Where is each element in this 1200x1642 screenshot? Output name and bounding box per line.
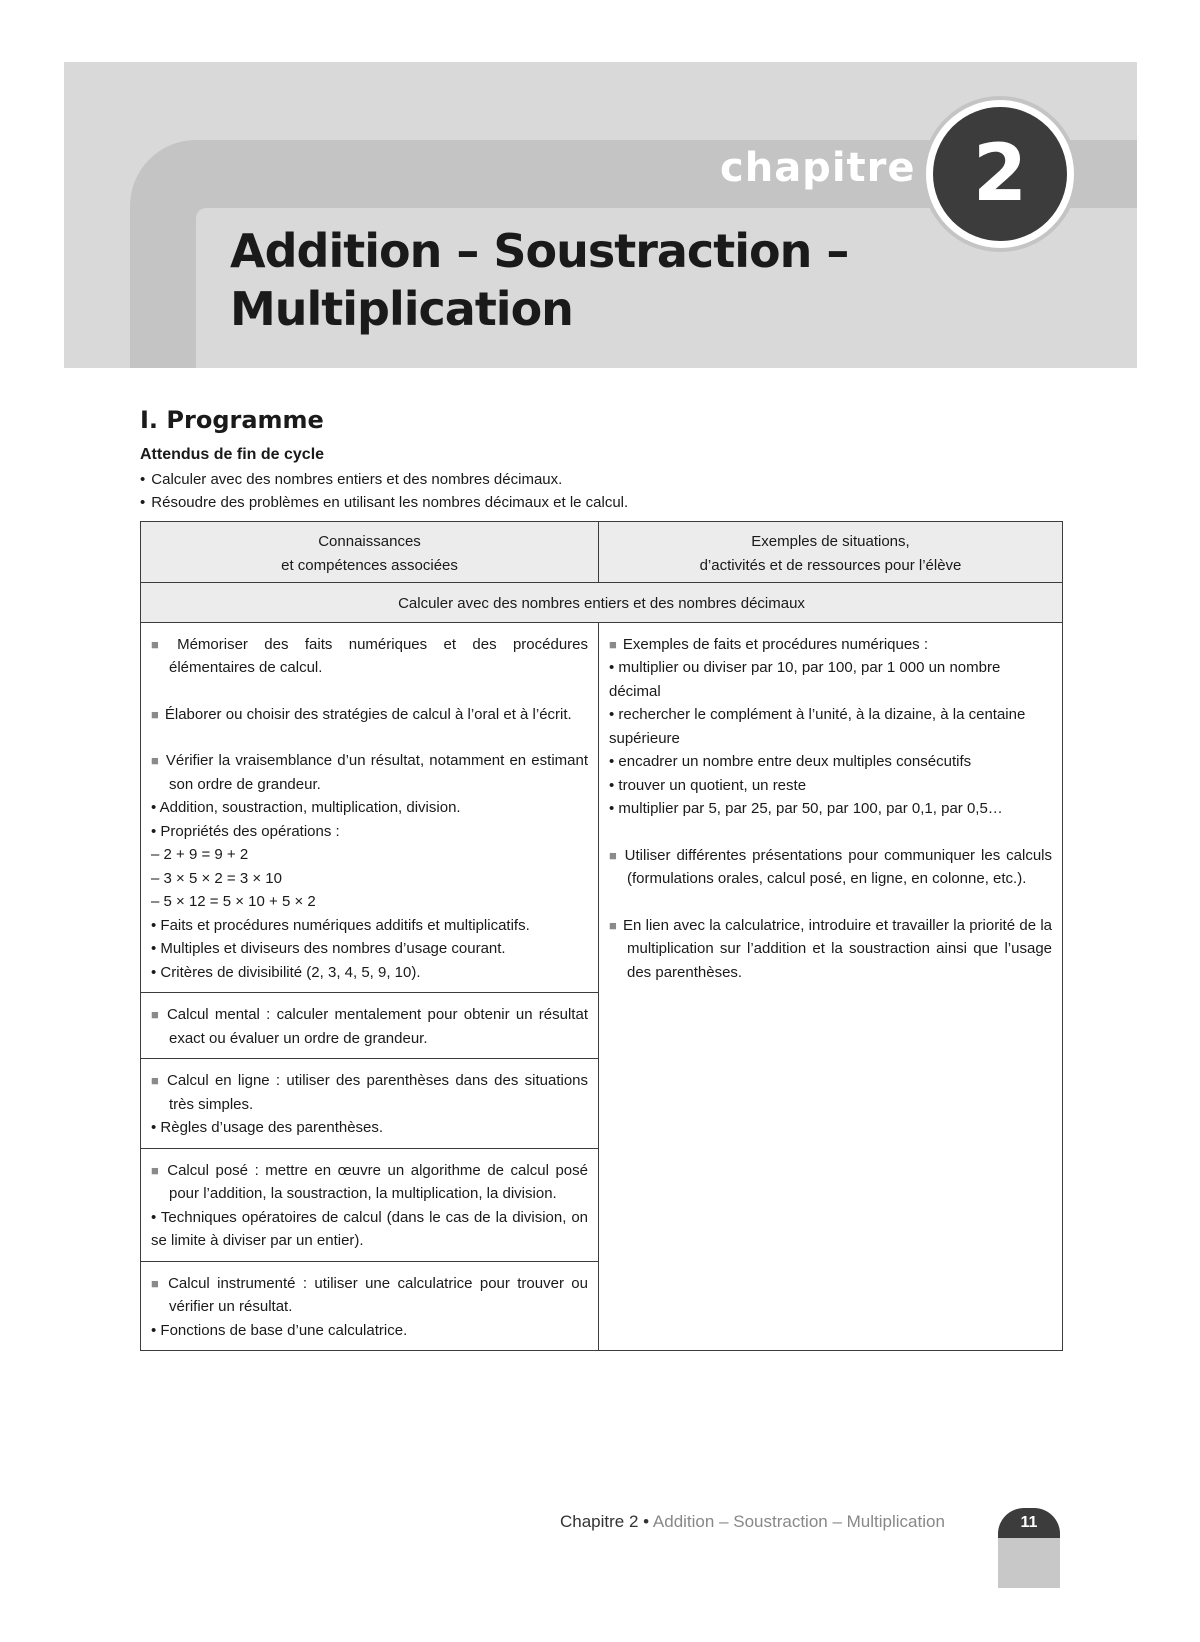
column-header-exemples <box>599 522 1063 583</box>
knowledge-line: – 3 × 5 × 2 = 3 × 10 <box>151 869 282 887</box>
competence-text: Vérifier la vraisemblance d’un résultat, notamment en estimant son ordre de grandeur. <box>165 752 588 793</box>
competence-cell <box>141 1261 599 1351</box>
competence-cell <box>141 1148 599 1261</box>
competence-text: Mémoriser des faits numériques et des procédures élémentaires de calcul. <box>169 635 589 676</box>
chapter-title-line1: Addition – Soustraction – <box>230 224 849 278</box>
square-bullet-icon: ■ <box>609 917 617 933</box>
competence-item <box>151 749 588 796</box>
square-bullet-icon: ■ <box>151 1073 161 1088</box>
column-header-line: Connaissances <box>318 533 421 550</box>
competence-text: Calcul posé : mettre en œuvre un algorithme de calcul posé pour l’addition, la soustraction, la multiplication, la division. <box>167 1161 588 1202</box>
column-header-line: d’activités et de ressources pour l’élève <box>699 556 962 574</box>
competence-text: Élaborer ou choisir des stratégies de calcul à l’oral et à l’écrit. <box>164 705 572 723</box>
knowledge-line: • Fonctions de base d’une calculatrice. <box>151 1321 408 1339</box>
exemple-text: En lien avec la calculatrice, introduire et travailler la priorité de la multiplication sur l’addition et la soustraction ainsi que l’usage des parenthèses. <box>622 916 1052 981</box>
table-row <box>141 622 1063 993</box>
square-bullet-icon: ■ <box>151 753 160 768</box>
knowledge-line: • Règles d’usage des parenthèses. <box>151 1119 384 1136</box>
chapter-number: 2 <box>972 129 1028 219</box>
exemple-text: Utiliser différentes présentations pour communiquer les calculs (formulations orales, calcul posé, en ligne, en colonne, etc.). <box>624 846 1052 887</box>
exemple-line: • encadrer un nombre entre deux multiples consécutifs <box>609 753 972 770</box>
exemple-line: • multiplier ou diviser par 10, par 100, par 1 000 un nombre décimal <box>609 659 1001 700</box>
competence-text: Calcul mental : calculer mentalement pour obtenir un résultat exact ou évaluer un ordre de grandeur. <box>166 1006 588 1047</box>
competence-item <box>151 633 588 680</box>
programme-table <box>140 521 1063 1351</box>
exemple-line: • rechercher le complément à l’unité, à la dizaine, à la centaine supérieure <box>609 706 1026 747</box>
square-bullet-icon: ■ <box>151 636 172 652</box>
square-bullet-icon: ■ <box>151 1007 161 1022</box>
knowledge-line: • Multiples et diviseurs des nombres d’usage courant. <box>151 940 506 957</box>
table-subheader-row <box>141 583 1063 623</box>
square-bullet-icon: ■ <box>609 636 617 652</box>
competence-cell <box>141 622 599 993</box>
chapter-title <box>230 222 950 338</box>
page-number: 11 <box>998 1508 1060 1538</box>
competence-text: Calcul instrumenté : utiliser une calculatrice pour trouver ou vérifier un résultat. <box>168 1274 588 1315</box>
exemple-line: • trouver un quotient, un reste <box>609 776 807 794</box>
competence-cell <box>141 1059 599 1149</box>
exemple-line: • multiplier par 5, par 25, par 50, par 100, par 0,1, par 0,5… <box>609 800 1003 817</box>
column-header-competences <box>141 522 599 583</box>
competence-item <box>151 703 588 727</box>
exemple-item <box>609 633 1052 657</box>
table-header-row <box>141 522 1063 583</box>
knowledge-line: – 5 × 12 = 5 × 10 + 5 × 2 <box>151 893 316 910</box>
competence-item <box>151 1003 588 1050</box>
attendus-title: Attendus de fin de cycle <box>140 446 325 463</box>
square-bullet-icon: ■ <box>151 1275 163 1291</box>
chapter-title-line2: Multiplication <box>230 282 573 336</box>
competence-cell <box>141 993 599 1059</box>
exemple-item <box>609 844 1052 891</box>
knowledge-line: • Techniques opératoires de calcul (dans le cas de la division, on se limite à diviser par un entier). <box>151 1208 588 1249</box>
competence-text: Calcul en ligne : utiliser des parenthèses dans des situations très simples. <box>166 1072 588 1113</box>
column-header-line: et compétences associées <box>281 556 458 574</box>
exemple-text: Exemples de faits et procédures numériques : <box>622 635 929 653</box>
knowledge-line: • Addition, soustraction, multiplication, division. <box>151 799 461 816</box>
attendus-item: • Résoudre des problèmes en utilisant les nombres décimaux et le calcul. <box>140 491 628 514</box>
attendus-item: • Calculer avec des nombres entiers et des nombres décimaux. <box>140 468 628 491</box>
square-bullet-icon: ■ <box>609 847 619 863</box>
competence-item <box>151 1272 588 1319</box>
footer-chapter: Chapitre 2 • <box>560 1512 650 1531</box>
chapter-label: chapitre <box>720 145 916 191</box>
knowledge-line: • Propriétés des opérations : <box>151 822 340 840</box>
knowledge-line: – 2 + 9 = 9 + 2 <box>151 846 249 863</box>
chapter-header-arc-foot <box>130 352 196 368</box>
page-footer <box>560 1512 945 1532</box>
knowledge-line: • Faits et procédures numériques additifs et multiplicatifs. <box>151 916 530 934</box>
square-bullet-icon: ■ <box>151 706 159 722</box>
knowledge-line: • Critères de divisibilité (2, 3, 4, 5, 9, 10). <box>151 963 421 981</box>
square-bullet-icon: ■ <box>151 1162 162 1178</box>
competence-item <box>151 1159 588 1206</box>
exemples-cell <box>599 622 1063 1351</box>
column-header-line: Exemples de situations, <box>751 533 910 550</box>
competence-item <box>151 1069 588 1116</box>
footer-title: Addition – Soustraction – Multiplication <box>652 1512 945 1531</box>
page-tab <box>998 1508 1060 1588</box>
table-subheader: Calculer avec des nombres entiers et des nombres décimaux <box>141 583 1063 623</box>
exemple-item <box>609 914 1052 985</box>
section-title: I. Programme <box>140 406 324 434</box>
attendus-list <box>140 468 628 514</box>
